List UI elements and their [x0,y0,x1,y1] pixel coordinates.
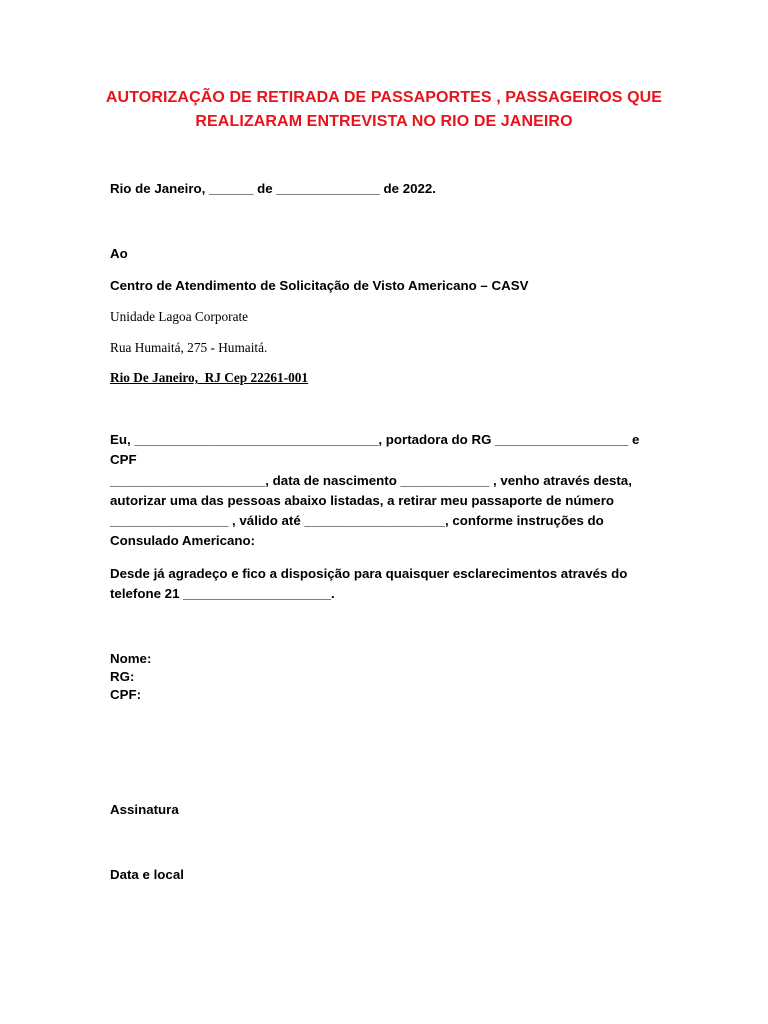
field-cpf: CPF: [110,687,142,702]
paragraph-line: Desde já agradeço e fico a disposição para quaisquer esclarecimentos através do [110,566,628,581]
paragraph-line: ________________ , válido até ___________________, conforme instruções do [110,513,604,529]
paragraph-line: Consulado Americano: [110,533,256,549]
title-line-1: AUTORIZAÇÃO DE RETIRADA DE PASSAPORTES , PASSAGEIROS QUE [105,89,663,106]
date-line: Rio de Janeiro, ______ de ______________ de 2022. [110,181,437,196]
authorization-paragraph [110,430,650,552]
paragraph-line: telefone 21 ____________________. [110,586,335,602]
addressee-street: Rua Humaitá, 275 - Humaitá. [110,340,268,355]
thanks-paragraph [110,564,650,605]
addressee-city: Rio De Janeiro, RJ Cep 22261-001 [110,370,309,385]
addressee-unit: Unidade Lagoa Corporate [110,309,249,324]
paragraph-line: Eu, _________________________________, portadora do RG __________________ e CPF [110,432,640,468]
signature-label: Assinatura [110,802,179,817]
field-nome: Nome: [110,651,152,666]
paragraph-line: _____________________, data de nascimento ____________ , venho através desta, [110,472,632,488]
date-place-label: Data e local [110,867,184,882]
title-line-2: REALIZARAM ENTREVISTA NO RIO DE JANEIRO [195,113,573,130]
addressee-org: Centro de Atendimento de Solicitação de Visto Americano – CASV [110,278,529,293]
document-title [60,86,708,134]
salutation: Ao [110,246,128,261]
field-rg: RG: [110,669,135,684]
paragraph-line: autorizar uma das pessoas abaixo listadas, a retirar meu passaporte de número [110,492,614,508]
